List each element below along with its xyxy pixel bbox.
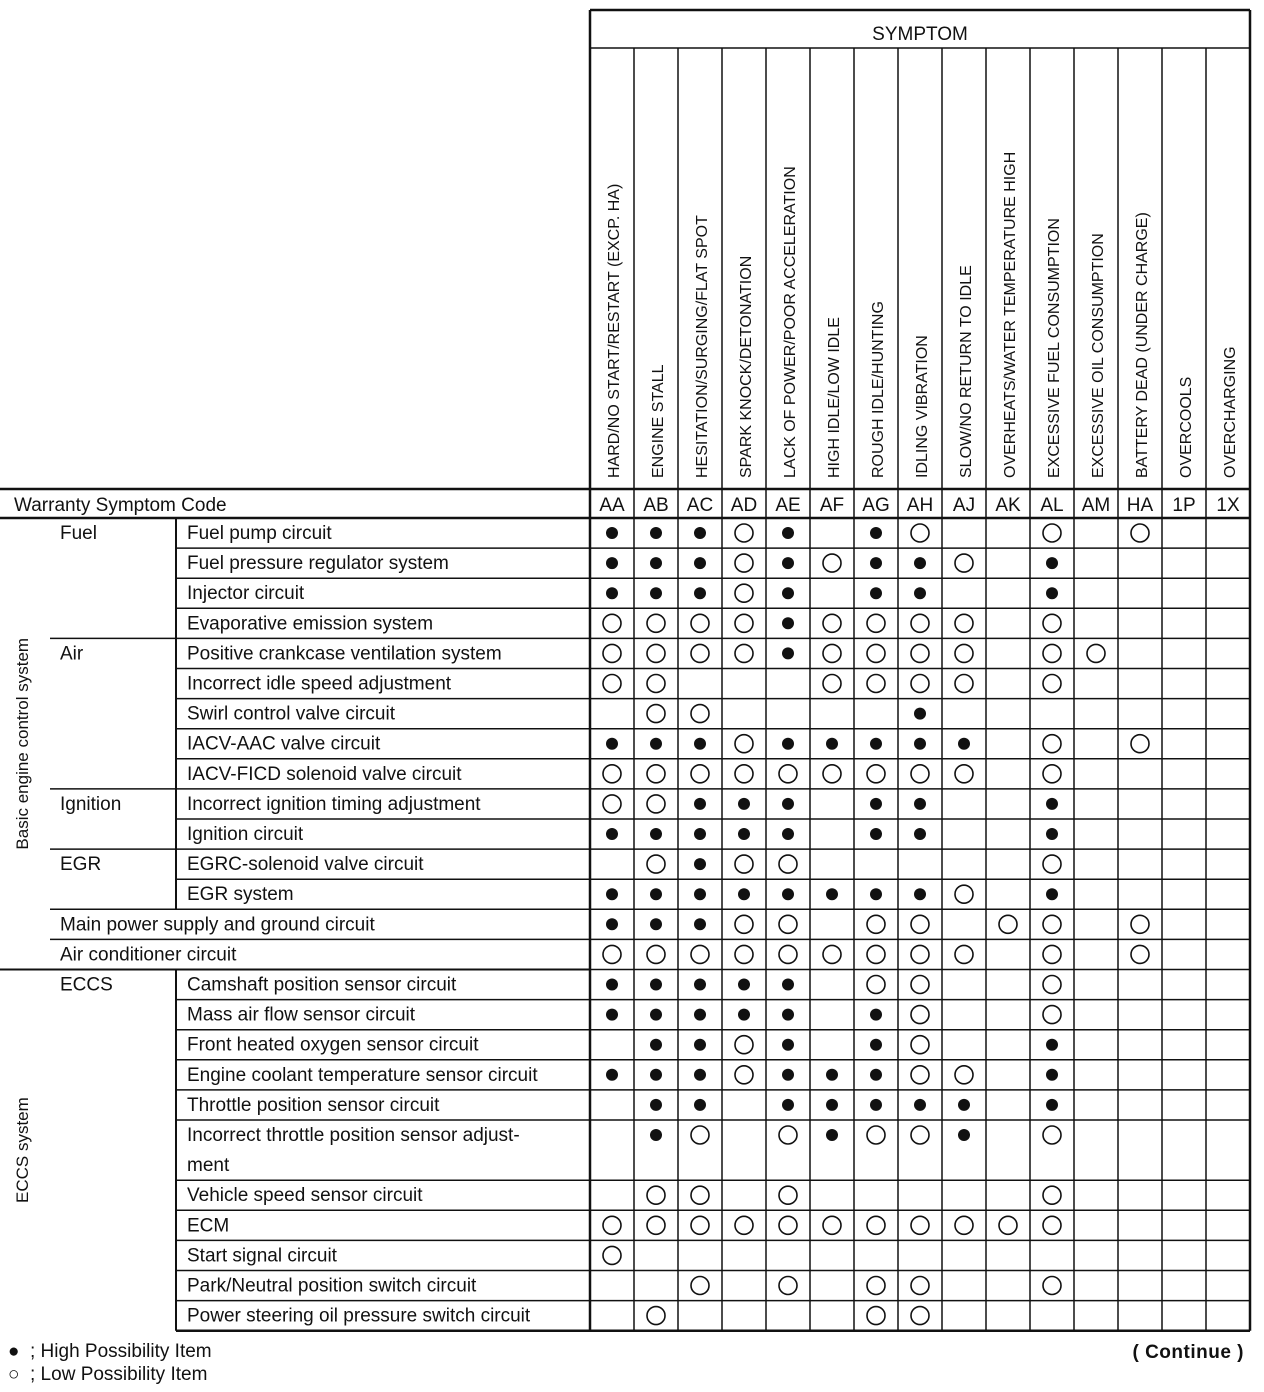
- low-possibility-mark: [735, 644, 753, 662]
- high-possibility-mark: [606, 587, 618, 599]
- low-possibility-mark: [867, 1216, 885, 1234]
- high-possibility-mark: [650, 527, 662, 539]
- low-possibility-mark: [1043, 735, 1061, 753]
- high-possibility-mark: [870, 587, 882, 599]
- high-possibility-mark: [738, 828, 750, 840]
- low-possibility-mark: [647, 1307, 665, 1325]
- low-possibility-mark: [955, 614, 973, 632]
- low-possibility-mark: [1131, 524, 1149, 542]
- symptom-column-label: HESITATION/SURGING/FLAT SPOT: [694, 215, 711, 478]
- high-possibility-mark: [738, 798, 750, 810]
- low-possibility-mark: [603, 795, 621, 813]
- high-possibility-mark: [606, 557, 618, 569]
- low-possibility-mark: [911, 1307, 929, 1325]
- low-possibility-mark: [735, 554, 753, 572]
- low-possibility-mark: [1043, 1126, 1061, 1144]
- high-possibility-mark: [738, 888, 750, 900]
- low-possibility-mark: [647, 945, 665, 963]
- item-label: Mass air flow sensor circuit: [187, 1004, 416, 1026]
- high-possibility-mark: [694, 1009, 706, 1021]
- group-label: EGR: [60, 854, 102, 876]
- high-possibility-mark: [782, 527, 794, 539]
- low-possibility-mark: [1043, 765, 1061, 783]
- low-possibility-mark: [1043, 1006, 1061, 1024]
- item-label-continued: ment: [187, 1155, 230, 1177]
- low-possibility-mark: [735, 1066, 753, 1084]
- high-possibility-mark: [826, 1129, 838, 1141]
- high-possibility-mark: [650, 918, 662, 930]
- high-possibility-mark: [782, 647, 794, 659]
- high-possibility-mark: [870, 1009, 882, 1021]
- item-label: Park/Neutral position switch circuit: [187, 1275, 477, 1297]
- high-possibility-mark: [870, 888, 882, 900]
- symptom-code: AL: [1040, 495, 1064, 516]
- item-label: Vehicle speed sensor circuit: [187, 1185, 423, 1207]
- symptom-column-label: LACK OF POWER/POOR ACCELERATION: [782, 166, 799, 478]
- low-possibility-mark: [1043, 855, 1061, 873]
- high-possibility-mark: [694, 587, 706, 599]
- low-possibility-mark: [735, 855, 753, 873]
- low-possibility-mark: [823, 675, 841, 693]
- high-possibility-mark: [782, 738, 794, 750]
- low-possibility-mark: [603, 614, 621, 632]
- low-possibility-mark: [911, 524, 929, 542]
- item-label: ECM: [187, 1215, 230, 1237]
- low-possibility-mark: [1043, 945, 1061, 963]
- symptom-title: SYMPTOM: [872, 24, 968, 45]
- high-possibility-mark: [826, 1099, 838, 1111]
- open-circle-icon: ○: [8, 1364, 20, 1385]
- symptom-column-label: ENGINE STALL: [650, 364, 667, 478]
- high-possibility-mark: [782, 1069, 794, 1081]
- low-possibility-mark: [999, 915, 1017, 933]
- symptom-column-label: OVERCHARGING: [1222, 346, 1239, 478]
- symptom-code: HA: [1126, 495, 1154, 516]
- item-label: Incorrect ignition timing adjustment: [187, 793, 481, 815]
- high-possibility-mark: [650, 888, 662, 900]
- low-possibility-mark: [691, 1277, 709, 1295]
- high-possibility-mark: [782, 617, 794, 629]
- symptom-column-label: EXCESSIVE FUEL CONSUMPTION: [1046, 218, 1063, 478]
- low-possibility-mark: [911, 765, 929, 783]
- low-possibility-mark: [691, 945, 709, 963]
- symptom-code: AM: [1081, 495, 1111, 516]
- low-possibility-mark: [911, 976, 929, 994]
- low-possibility-mark: [647, 795, 665, 813]
- high-possibility-mark: [694, 918, 706, 930]
- high-possibility-mark: [958, 738, 970, 750]
- high-possibility-mark: [606, 527, 618, 539]
- low-possibility-mark: [867, 1126, 885, 1144]
- high-possibility-mark: [650, 1009, 662, 1021]
- low-possibility-mark: [1131, 735, 1149, 753]
- item-label: EGRC-solenoid valve circuit: [187, 854, 424, 876]
- low-possibility-mark: [1043, 524, 1061, 542]
- item-label: Power steering oil pressure switch circuit: [187, 1305, 531, 1327]
- low-possibility-mark: [955, 945, 973, 963]
- low-possibility-mark: [1043, 1186, 1061, 1204]
- high-possibility-mark: [1046, 1039, 1058, 1051]
- low-possibility-mark: [647, 765, 665, 783]
- group-label: ECCS: [60, 974, 113, 996]
- low-possibility-mark: [867, 644, 885, 662]
- high-possibility-mark: [606, 979, 618, 991]
- low-possibility-mark: [735, 584, 753, 602]
- legend-high-label: ; High Possibility Item: [30, 1341, 212, 1362]
- item-label: Engine coolant temperature sensor circuit: [187, 1064, 538, 1086]
- low-possibility-mark: [1131, 915, 1149, 933]
- high-possibility-mark: [694, 738, 706, 750]
- low-possibility-mark: [867, 976, 885, 994]
- low-possibility-mark: [911, 614, 929, 632]
- low-possibility-mark: [867, 1277, 885, 1295]
- low-possibility-mark: [867, 675, 885, 693]
- high-possibility-mark: [782, 979, 794, 991]
- low-possibility-mark: [867, 945, 885, 963]
- high-possibility-mark: [650, 828, 662, 840]
- low-possibility-mark: [647, 644, 665, 662]
- high-possibility-mark: [650, 1039, 662, 1051]
- symptom-column-label: HIGH IDLE/LOW IDLE: [826, 317, 843, 478]
- group-label: Ignition: [60, 793, 122, 815]
- low-possibility-mark: [1043, 1216, 1061, 1234]
- low-possibility-mark: [779, 945, 797, 963]
- symptom-column-label: HARD/NO START/RESTART (EXCP. HA): [606, 183, 623, 478]
- high-possibility-mark: [782, 1039, 794, 1051]
- low-possibility-mark: [647, 675, 665, 693]
- low-possibility-mark: [735, 614, 753, 632]
- high-possibility-mark: [650, 738, 662, 750]
- low-possibility-mark: [779, 1126, 797, 1144]
- high-possibility-mark: [914, 828, 926, 840]
- high-possibility-mark: [914, 888, 926, 900]
- low-possibility-mark: [1043, 915, 1061, 933]
- low-possibility-mark: [691, 1126, 709, 1144]
- item-label: Camshaft position sensor circuit: [187, 974, 457, 996]
- low-possibility-mark: [735, 524, 753, 542]
- low-possibility-mark: [955, 1216, 973, 1234]
- symptom-column-label: SLOW/NO RETURN TO IDLE: [958, 265, 975, 478]
- low-possibility-mark: [691, 644, 709, 662]
- item-label: Swirl control valve circuit: [187, 703, 395, 725]
- high-possibility-mark: [694, 527, 706, 539]
- low-possibility-mark: [735, 1036, 753, 1054]
- warranty-symptom-code-label: Warranty Symptom Code: [14, 495, 227, 516]
- low-possibility-mark: [691, 705, 709, 723]
- high-possibility-mark: [914, 798, 926, 810]
- high-possibility-mark: [826, 1069, 838, 1081]
- low-possibility-mark: [735, 735, 753, 753]
- low-possibility-mark: [779, 765, 797, 783]
- high-possibility-mark: [870, 1069, 882, 1081]
- low-possibility-mark: [735, 1216, 753, 1234]
- low-possibility-mark: [603, 1246, 621, 1264]
- low-possibility-mark: [735, 765, 753, 783]
- symptom-code: AF: [819, 495, 845, 516]
- item-label: IACV-AAC valve circuit: [187, 733, 381, 755]
- low-possibility-mark: [779, 1277, 797, 1295]
- low-possibility-mark: [1043, 675, 1061, 693]
- high-possibility-mark: [782, 888, 794, 900]
- symptom-code: AK: [995, 495, 1021, 516]
- symptom-code: AH: [906, 495, 934, 516]
- group-label: Fuel: [60, 523, 97, 544]
- low-possibility-mark: [603, 765, 621, 783]
- item-label: Air conditioner circuit: [60, 944, 237, 966]
- high-possibility-mark: [1046, 1099, 1058, 1111]
- low-possibility-mark: [779, 915, 797, 933]
- high-possibility-mark: [650, 587, 662, 599]
- symptom-column-label: IDLING VIBRATION: [914, 335, 931, 478]
- high-possibility-mark: [606, 1009, 618, 1021]
- symptom-column-label: ROUGH IDLE/HUNTING: [870, 301, 887, 478]
- low-possibility-mark: [911, 1006, 929, 1024]
- high-possibility-mark: [650, 979, 662, 991]
- high-possibility-mark: [694, 798, 706, 810]
- symptom-code: 1P: [1172, 495, 1196, 516]
- low-possibility-mark: [823, 554, 841, 572]
- low-possibility-mark: [911, 945, 929, 963]
- high-possibility-mark: [870, 1099, 882, 1111]
- low-possibility-mark: [867, 614, 885, 632]
- high-possibility-mark: [914, 557, 926, 569]
- symptom-code: AC: [686, 495, 714, 516]
- symptom-column-label: OVERCOOLS: [1178, 376, 1195, 478]
- high-possibility-mark: [606, 1069, 618, 1081]
- high-possibility-mark: [826, 738, 838, 750]
- low-possibility-mark: [911, 1036, 929, 1054]
- high-possibility-mark: [1046, 888, 1058, 900]
- low-possibility-mark: [911, 1216, 929, 1234]
- high-possibility-mark: [1046, 587, 1058, 599]
- item-label: Front heated oxygen sensor circuit: [187, 1034, 479, 1056]
- low-possibility-mark: [647, 1186, 665, 1204]
- high-possibility-mark: [870, 527, 882, 539]
- item-label: Start signal circuit: [187, 1245, 337, 1267]
- high-possibility-mark: [782, 1099, 794, 1111]
- high-possibility-mark: [650, 557, 662, 569]
- system-label: ECCS system: [13, 1097, 32, 1203]
- high-possibility-mark: [782, 828, 794, 840]
- high-possibility-mark: [914, 708, 926, 720]
- high-possibility-mark: [606, 738, 618, 750]
- low-possibility-mark: [911, 675, 929, 693]
- legend-high: [8, 1340, 212, 1363]
- high-possibility-mark: [958, 1099, 970, 1111]
- high-possibility-mark: [694, 858, 706, 870]
- symptom-code: AA: [599, 495, 625, 516]
- low-possibility-mark: [1043, 976, 1061, 994]
- symptom-column-label: BATTERY DEAD (UNDER CHARGE): [1134, 212, 1151, 478]
- high-possibility-mark: [1046, 1069, 1058, 1081]
- high-possibility-mark: [694, 1099, 706, 1111]
- low-possibility-mark: [911, 1126, 929, 1144]
- symptom-code: AG: [862, 495, 890, 516]
- low-possibility-mark: [823, 945, 841, 963]
- high-possibility-mark: [782, 1009, 794, 1021]
- legend-low: [8, 1363, 212, 1386]
- low-possibility-mark: [955, 885, 973, 903]
- low-possibility-mark: [1043, 614, 1061, 632]
- filled-circle-icon: ●: [8, 1341, 20, 1362]
- symptom-column-label: EXCESSIVE OIL CONSUMPTION: [1090, 233, 1107, 478]
- high-possibility-mark: [694, 1039, 706, 1051]
- low-possibility-mark: [691, 1216, 709, 1234]
- item-label: Incorrect idle speed adjustment: [187, 673, 452, 695]
- low-possibility-mark: [735, 915, 753, 933]
- item-label: Evaporative emission system: [187, 613, 434, 635]
- high-possibility-mark: [650, 1099, 662, 1111]
- low-possibility-mark: [735, 945, 753, 963]
- low-possibility-mark: [1043, 1277, 1061, 1295]
- high-possibility-mark: [870, 1039, 882, 1051]
- low-possibility-mark: [779, 855, 797, 873]
- high-possibility-mark: [870, 798, 882, 810]
- high-possibility-mark: [1046, 828, 1058, 840]
- low-possibility-mark: [603, 675, 621, 693]
- low-possibility-mark: [647, 855, 665, 873]
- high-possibility-mark: [870, 738, 882, 750]
- high-possibility-mark: [1046, 557, 1058, 569]
- low-possibility-mark: [691, 614, 709, 632]
- high-possibility-mark: [606, 918, 618, 930]
- low-possibility-mark: [867, 915, 885, 933]
- high-possibility-mark: [826, 888, 838, 900]
- symptom-code: AJ: [952, 495, 976, 516]
- low-possibility-mark: [867, 1307, 885, 1325]
- continue-note: ( Continue ): [1132, 1342, 1244, 1363]
- low-possibility-mark: [911, 1277, 929, 1295]
- high-possibility-mark: [1046, 798, 1058, 810]
- symptom-code: AB: [643, 495, 669, 516]
- low-possibility-mark: [647, 614, 665, 632]
- item-label: Incorrect throttle position sensor adjust-: [187, 1125, 520, 1146]
- item-label: Main power supply and ground circuit: [60, 914, 375, 936]
- low-possibility-mark: [823, 644, 841, 662]
- low-possibility-mark: [1087, 644, 1105, 662]
- low-possibility-mark: [1043, 644, 1061, 662]
- high-possibility-mark: [782, 798, 794, 810]
- low-possibility-mark: [603, 1216, 621, 1234]
- low-possibility-mark: [823, 614, 841, 632]
- legend-low-label: ; Low Possibility Item: [30, 1364, 208, 1385]
- high-possibility-mark: [782, 587, 794, 599]
- high-possibility-mark: [914, 1099, 926, 1111]
- symptom-code: AD: [730, 495, 758, 516]
- high-possibility-mark: [606, 828, 618, 840]
- low-possibility-mark: [911, 1066, 929, 1084]
- high-possibility-mark: [694, 888, 706, 900]
- low-possibility-mark: [779, 1216, 797, 1234]
- legend: [8, 1340, 212, 1386]
- low-possibility-mark: [603, 945, 621, 963]
- low-possibility-mark: [955, 675, 973, 693]
- high-possibility-mark: [782, 557, 794, 569]
- low-possibility-mark: [823, 1216, 841, 1234]
- high-possibility-mark: [958, 1129, 970, 1141]
- low-possibility-mark: [1131, 945, 1149, 963]
- low-possibility-mark: [779, 1186, 797, 1204]
- high-possibility-mark: [914, 587, 926, 599]
- high-possibility-mark: [694, 557, 706, 569]
- high-possibility-mark: [914, 738, 926, 750]
- low-possibility-mark: [955, 765, 973, 783]
- symptom-code: AE: [775, 495, 801, 516]
- low-possibility-mark: [691, 1186, 709, 1204]
- item-label: IACV-FICD solenoid valve circuit: [187, 763, 462, 785]
- group-label: Air: [60, 643, 84, 665]
- item-label: Injector circuit: [187, 583, 305, 605]
- item-label: Throttle position sensor circuit: [187, 1094, 440, 1116]
- high-possibility-mark: [650, 1069, 662, 1081]
- low-possibility-mark: [955, 644, 973, 662]
- low-possibility-mark: [603, 644, 621, 662]
- item-label: Positive crankcase ventilation system: [187, 643, 502, 665]
- item-label: EGR system: [187, 884, 294, 906]
- item-label: Fuel pressure regulator system: [187, 553, 449, 575]
- symptom-column-label: SPARK KNOCK/DETONATION: [738, 255, 755, 478]
- high-possibility-mark: [694, 828, 706, 840]
- high-possibility-mark: [870, 557, 882, 569]
- high-possibility-mark: [694, 979, 706, 991]
- low-possibility-mark: [867, 765, 885, 783]
- high-possibility-mark: [650, 1129, 662, 1141]
- item-label: Ignition circuit: [187, 824, 304, 845]
- low-possibility-mark: [647, 1216, 665, 1234]
- low-possibility-mark: [647, 705, 665, 723]
- item-label: Fuel pump circuit: [187, 523, 332, 544]
- system-label: Basic engine control system: [13, 637, 32, 850]
- high-possibility-mark: [870, 828, 882, 840]
- high-possibility-mark: [738, 979, 750, 991]
- low-possibility-mark: [911, 915, 929, 933]
- low-possibility-mark: [955, 554, 973, 572]
- low-possibility-mark: [691, 765, 709, 783]
- low-possibility-mark: [999, 1216, 1017, 1234]
- low-possibility-mark: [911, 644, 929, 662]
- symptom-column-label: OVERHEATS/WATER TEMPERATURE HIGH: [1002, 151, 1019, 478]
- low-possibility-mark: [955, 1066, 973, 1084]
- symptom-code: 1X: [1216, 495, 1240, 516]
- low-possibility-mark: [823, 765, 841, 783]
- high-possibility-mark: [738, 1009, 750, 1021]
- high-possibility-mark: [694, 1069, 706, 1081]
- high-possibility-mark: [606, 888, 618, 900]
